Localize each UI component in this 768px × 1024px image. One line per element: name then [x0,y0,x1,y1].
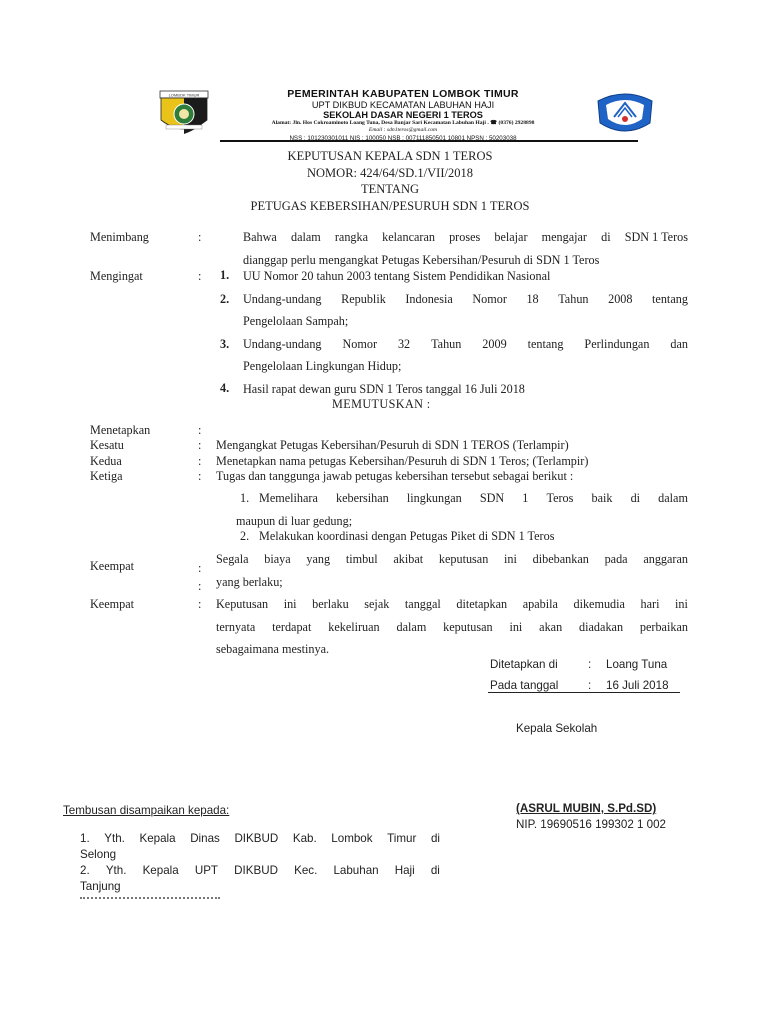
tembusan-heading: Tembusan disampaikan kepada: [63,804,230,817]
menimbang-colon: : [198,230,202,244]
decree-title [80,148,700,214]
menetapkan-label: Menetapkan [90,423,151,437]
signatory-name: (ASRUL MUBIN, S.Pd.SD) [516,802,657,815]
title-line-keputusan: KEPUTUSAN KEPALA SDN 1 TEROS [287,149,493,163]
letterhead-text [213,88,593,143]
signatory-position: Kepala Sekolah [516,722,598,735]
kedua-colon: : [198,454,202,468]
keempat-a-label: Keempat [90,559,134,573]
letterhead-email: Email : sdn1teros@gmail.com [368,127,438,133]
title-line-subject: PETUGAS KEBERSIHAN/PESURUH SDN 1 TEROS [250,198,530,213]
keempat-b-line-1: Keputusan ini berlaku sejak tanggal ditetapkan apabila dikemudia hari ini [216,597,688,611]
mengingat-item-4: Hasil rapat dewan guru SDN 1 Teros tanggal 16 Juli 2018 [243,382,525,396]
tembusan-item-1: 1. Yth. Kepala Dinas DIKBUD Kab. Lombok Timur di [80,832,440,845]
ketiga-colon: : [198,469,202,483]
ditetapkan-label: Ditetapkan di [490,658,558,671]
tembusan-item-1-cont: Selong [80,848,117,861]
ketiga-label: Ketiga [90,469,123,483]
letterhead-divider [220,140,638,142]
keempat-a-colon: : [198,561,202,575]
tanggal-label: Pada tanggal [490,679,559,692]
ditetapkan-value: Loang Tuna [606,658,668,671]
letterhead [155,88,660,140]
ketiga-task-2: Melakukan koordinasi dengan Petugas Piket di SDN 1 Teros [259,529,555,543]
letterhead-government: PEMERINTAH KABUPATEN LOMBOK TIMUR [287,88,519,100]
keempat-b-colon: : [198,597,202,611]
date-underline [488,692,680,693]
kesatu-label: Kesatu [90,438,124,452]
tut-wuri-handayani-logo-icon [592,89,658,137]
lombok-timur-emblem-icon [158,90,210,136]
letterhead-address: Alamat: Jln. Hos Cokroaminoto Loang Tuna, Desa Banjar Sari Kecamatan Labuhan Haji . ☎ (0376) 2928898 [271,120,535,126]
keempat-b-label: Keempat [90,597,134,611]
mengingat-item-3-cont: Pengelolaan Lingkungan Hidup; [243,359,402,373]
title-line-tentang: TENTANG [360,182,419,196]
letterhead-ids: NSS : 101230301011 NIS : 100050 NSB : 007111850501 10801 NPSN : 50203038 [289,135,517,142]
kesatu-text: Mengangkat Petugas Kebersihan/Pesuruh di SDN 1 TEROS (Terlampir) [216,438,569,452]
keempat-a-line-1: Segala biaya yang timbul akibat keputusan ini dibebankan pada anggaran [216,552,688,566]
mengingat-item-4-number: 4. [220,381,230,395]
mengingat-item-3: Undang-undang Nomor 32 Tahun 2009 tentang Perlindungan dan [243,337,688,351]
letterhead-upt: UPT DIKBUD KECAMATAN LABUHAN HAJI [311,100,495,110]
letterhead-school: SEKOLAH DASAR NEGERI 1 TEROS [323,110,483,120]
signatory-nip: NIP. 19690516 199302 1 002 [516,818,666,831]
ketiga-text: Tugas dan tanggunga jawab petugas kebersihan tersebut sebagai berikut : [216,469,574,483]
clipped-text-fragment [80,897,220,899]
tanggal-value: 16 Juli 2018 [606,679,669,692]
mengingat-item-2-cont: Pengelolaan Sampah; [243,314,349,328]
tembusan-item-2-cont: Tanjung [80,880,121,893]
mengingat-item-2: Undang-undang Republik Indonesia Nomor 18 Tahun 2008 tentang [243,292,688,306]
memutuskan-heading: MEMUTUSKAN : [332,397,431,411]
kesatu-colon: : [198,438,202,452]
mengingat-label: Mengingat [90,269,143,283]
ditetapkan-colon: : [588,658,592,671]
kedua-text: Menetapkan nama petugas Kebersihan/Pesuruh di SDN 1 Teros; (Terlampir) [216,454,589,468]
keempat-a-line-2: yang berlaku; [216,575,283,589]
mengingat-item-1-number: 1. [220,268,230,282]
ketiga-task-1-number: 1. [240,491,250,505]
keempat-a-colon-2: : [198,579,202,593]
mengingat-item-1: UU Nomor 20 tahun 2003 tentang Sistem Pendidikan Nasional [243,269,551,283]
menimbang-line-2: dianggap perlu mengangkat Petugas Kebersihan/Pesuruh di SDN 1 Teros [243,253,600,267]
ketiga-task-1: Memelihara kebersihan lingkungan SDN 1 Teros baik di dalam [259,491,688,505]
mengingat-item-3-number: 3. [220,337,230,351]
svg-text:LOMBOK TIMUR: LOMBOK TIMUR [168,92,200,98]
menimbang-line-1: Bahwa dalam rangka kelancaran proses belajar mengajar di SDN 1 Teros [243,230,688,244]
tembusan-item-3-clipped [80,897,220,900]
menetapkan-colon: : [198,423,202,437]
title-line-nomor: NOMOR: 424/64/SD.1/VII/2018 [307,165,473,180]
mengingat-item-2-number: 2. [220,292,230,306]
kedua-label: Kedua [90,454,122,468]
tembusan-item-2: 2. Yth. Kepala UPT DIKBUD Kec. Labuhan Haji di [80,864,440,877]
tanggal-colon: : [588,679,592,692]
keempat-b-line-2: ternyata terdapat kekeliruan dalam keputusan ini akan diadakan perbaikan [216,620,688,634]
mengingat-colon: : [198,269,202,283]
keempat-b-line-3: sebagaimana mestinya. [216,642,330,656]
ketiga-task-1-cont: maupun di luar gedung; [236,514,353,528]
menimbang-label: Menimbang [90,230,149,244]
ketiga-task-2-number: 2. [240,529,250,543]
